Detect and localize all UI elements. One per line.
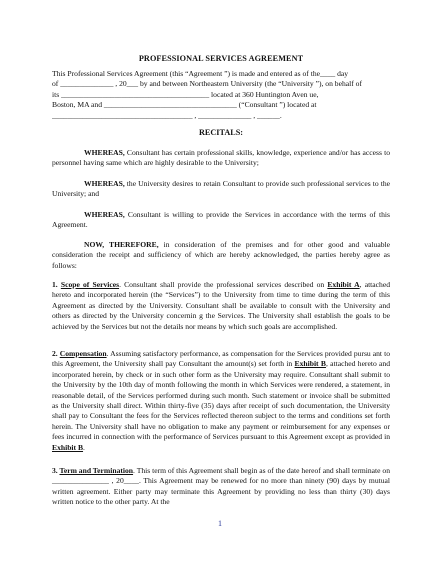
whereas-paragraph-2 bbox=[52, 179, 390, 200]
intro-line: Boston, MA and ___________________________________ (“Consultant ”) located at bbox=[52, 100, 317, 110]
whereas-lead: WHEREAS, bbox=[84, 148, 125, 157]
section-heading: Term and Termination bbox=[59, 466, 134, 475]
agreement-title: PROFESSIONAL SERVICES AGREEMENT bbox=[138, 54, 304, 63]
section-heading: Compensation bbox=[59, 349, 107, 358]
exhibit-reference: Exhibit B bbox=[52, 442, 84, 452]
intro-paragraph bbox=[52, 69, 390, 121]
whereas-text: Consultant is willing to provide the Services in accordance with the terms of this Agreement. bbox=[52, 210, 390, 230]
intro-line: of ______________ , 20___ by and between Northeastern University (the “University ”), on behalf of bbox=[52, 79, 363, 89]
whereas-text: Consultant has certain professional skills, knowledge, experience and/or has access to personnel having same which are highly desirable to the University; bbox=[52, 148, 390, 168]
recitals-heading: RECITALS: bbox=[199, 128, 243, 137]
section-number: 1. bbox=[52, 280, 61, 289]
section-text: , attached hereto and incorporated herein (the “Services”) to the University from time to time during the term of this Agreement as directed by the University. Consultant shall be available to consult with the University and others as directed by the University concernin g the Services. The University shall establish the goals to be achieved by the Services but not the details nor means by which such goals are accomplished. bbox=[52, 280, 390, 331]
intro-line: its _______________________________________ located at 360 Huntington Aven ue, bbox=[52, 89, 319, 99]
page-number: 1 bbox=[218, 519, 222, 528]
section-scope-of-services bbox=[52, 280, 390, 332]
section-text: . Consultant shall provide the professional services described on bbox=[119, 280, 328, 289]
exhibit-reference: Exhibit B bbox=[294, 359, 326, 369]
section-number: 3. bbox=[52, 466, 60, 475]
now-therefore-lead: NOW, THEREFORE, bbox=[84, 240, 159, 249]
section-number: 2. bbox=[52, 349, 60, 358]
now-therefore-paragraph bbox=[52, 240, 390, 271]
section-text: . Assuming satisfactory performance, as compensation for the Services provided pursu ant to this Agreement, the University shall pay Consultant the amount(s) set forth in bbox=[52, 349, 390, 369]
whereas-lead: WHEREAS, bbox=[84, 179, 125, 188]
section-text: , attached hereto and incorporated herein, by check or in such other form as the University may require. Consultant shall submit to the University by the 10th day of month following the month in which Services were rendered, a statement, in reasonable detail, of the Services performed during such month. Such statement or invoice shall be submitted as the University shall direct. Within thirty-five (35) days after receipt of such documentation, the University shall pay to Consultant the fees for the Services reflected thereon subject to the terms and conditions set forth herein. The University shall have no obligation to make any payment or reimbursement for any expenses or fees incurred in connection with the performance of Services pursuant to this Agreement except as provided in bbox=[52, 359, 391, 442]
whereas-text: the University desires to retain Consultant to provide such professional services to the University; and bbox=[52, 179, 390, 199]
intro-line: This Professional Services Agreement (this “Agreement ”) is made and entered as of the____ day bbox=[52, 69, 349, 78]
section-term-and-termination bbox=[52, 466, 390, 508]
whereas-paragraph-3 bbox=[52, 210, 390, 231]
section-text: . bbox=[83, 442, 85, 452]
section-compensation bbox=[52, 349, 390, 453]
whereas-lead: WHEREAS, bbox=[84, 210, 125, 219]
intro-line: _____________________________________ , ______________ , ______. bbox=[52, 110, 282, 120]
exhibit-reference: Exhibit A bbox=[327, 280, 360, 289]
now-therefore-text: in consideration of the premises and for other good and valuable consideration the receipt and sufficiency of which are hereby acknowledged, the parties hereby agree as follows: bbox=[52, 240, 391, 270]
section-heading: Scope of Services bbox=[60, 280, 120, 289]
section-text: . This term of this Agreement shall begin as of the date hereof and shall terminate on _______________ , 20____. This Agreement may be renewed for no more than ninety (90) days by mutual written agreement. Either party may terminate this Agreement by providing no less than thirty (30) days written notice to the other party. At the bbox=[52, 466, 391, 507]
whereas-paragraph-1 bbox=[52, 148, 390, 169]
